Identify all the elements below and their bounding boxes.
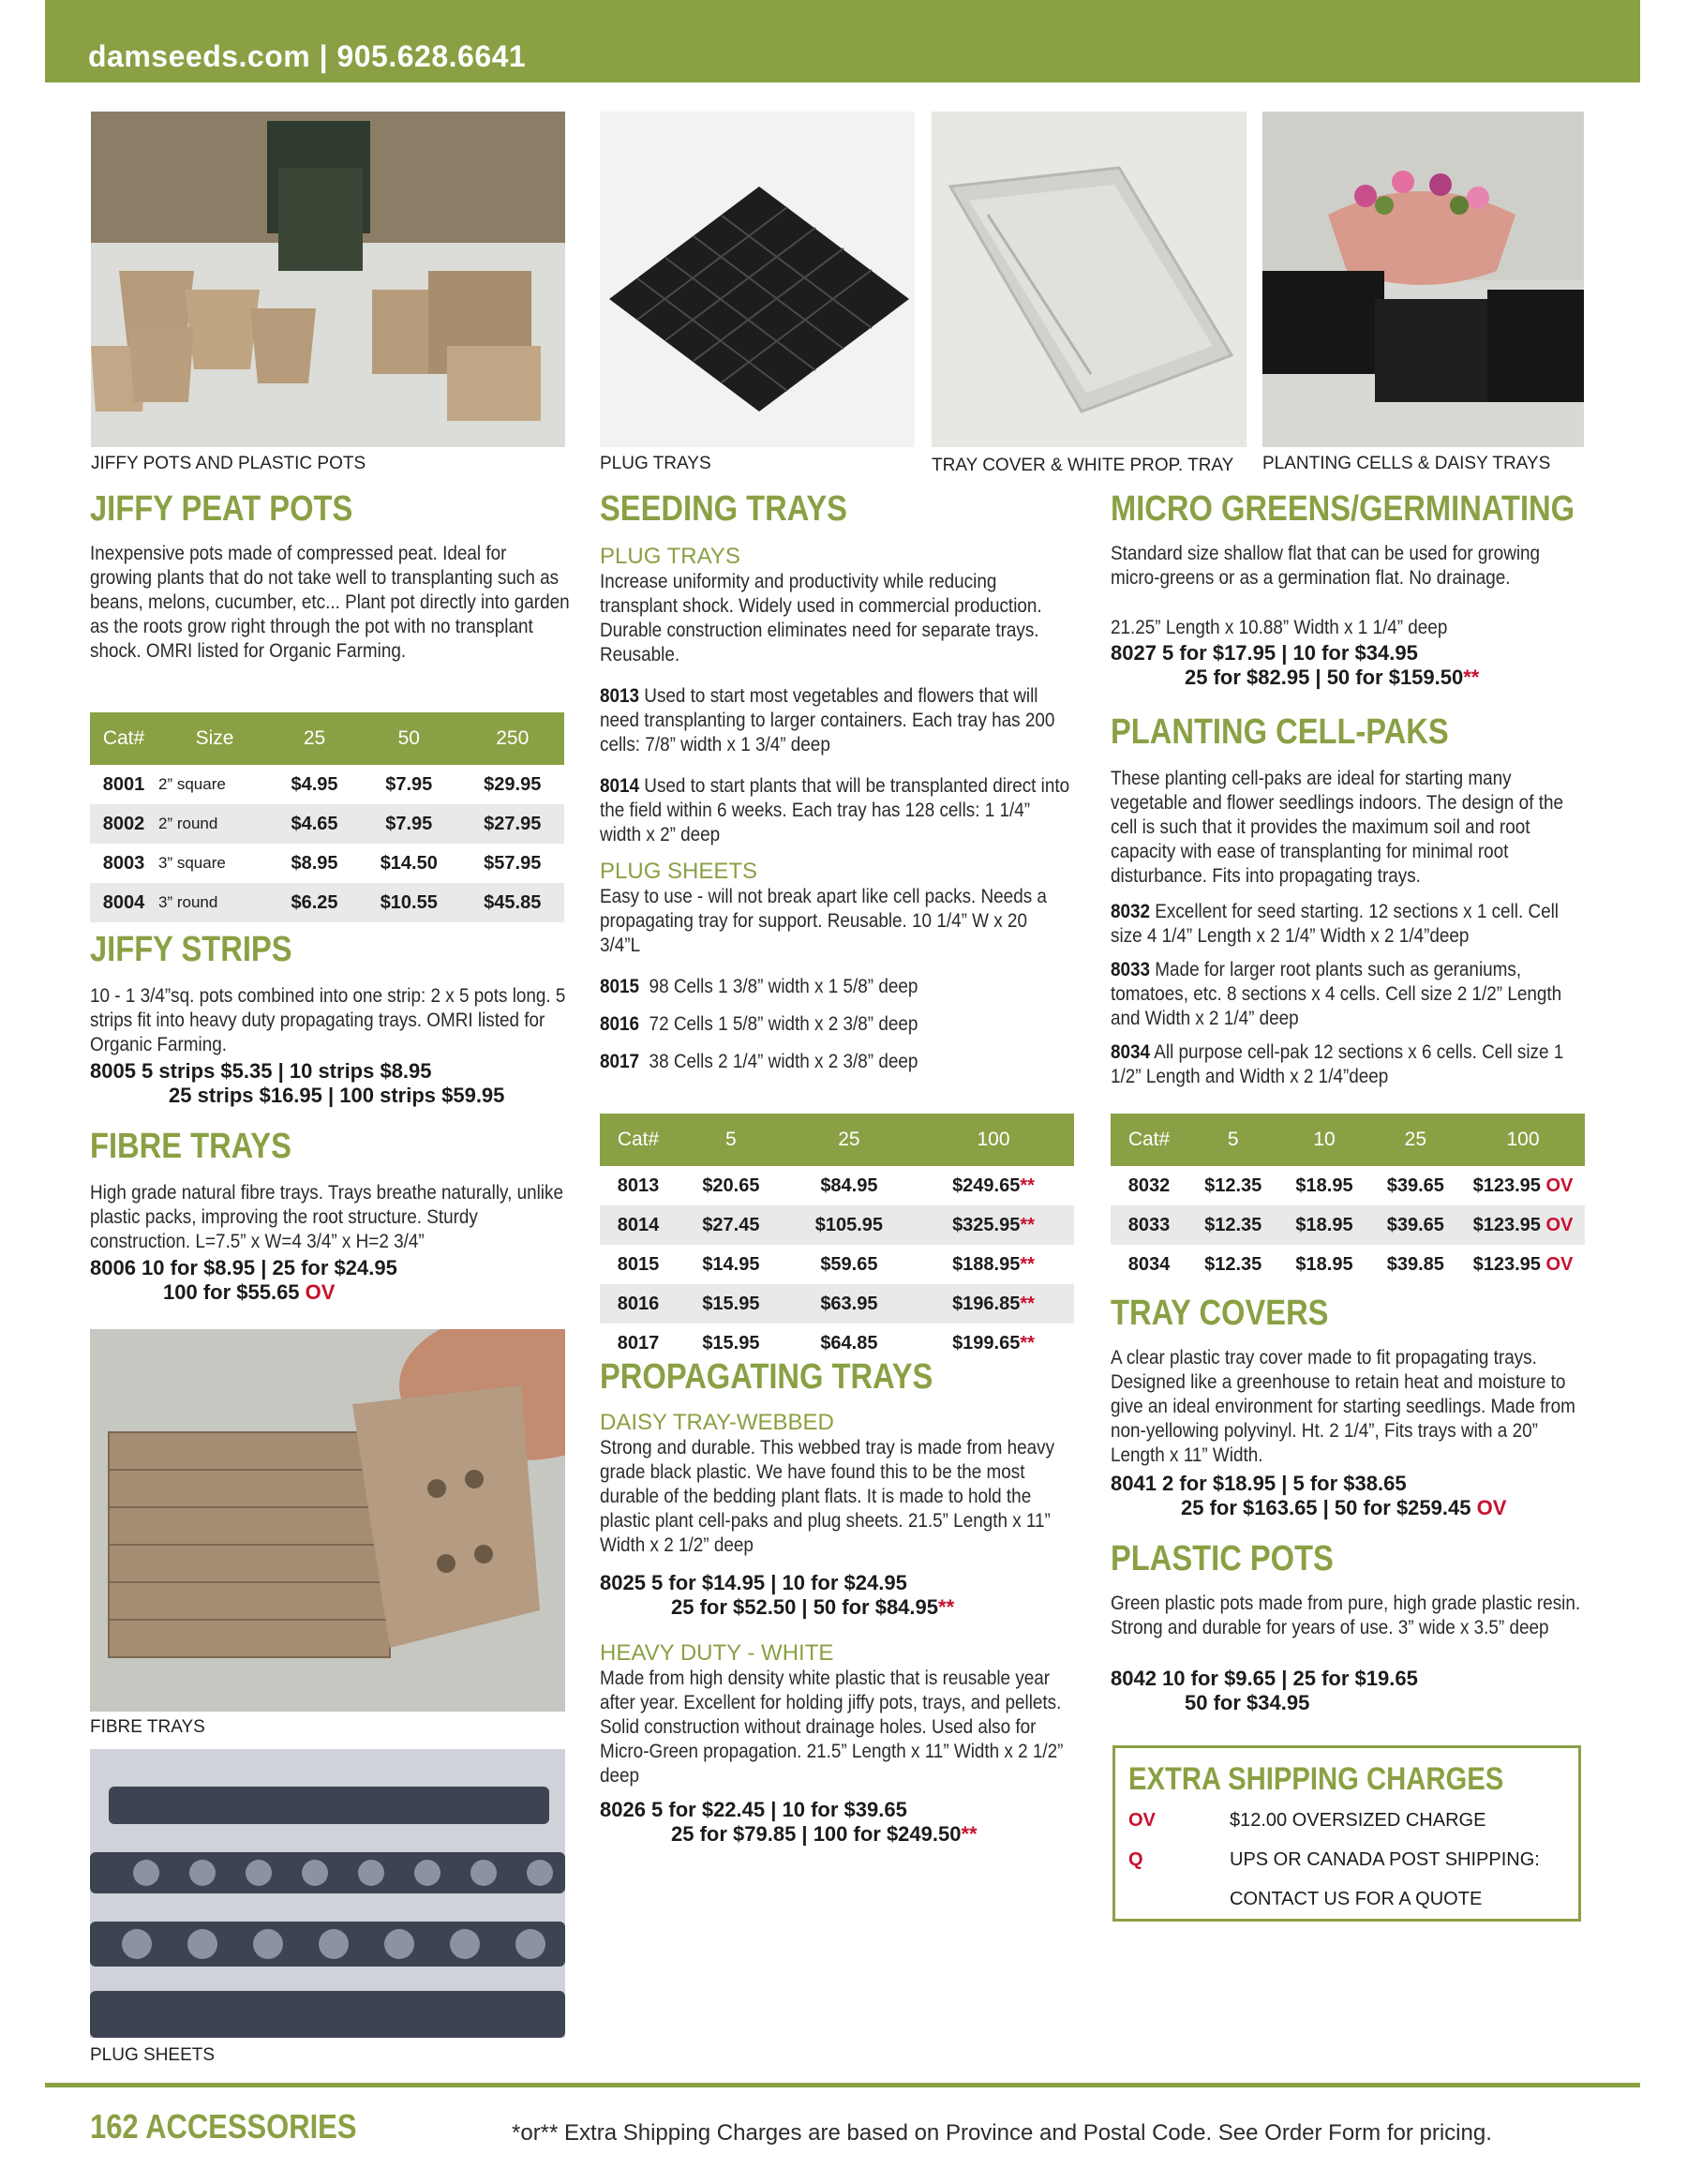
cell-value: $249.65 <box>952 1174 1021 1196</box>
photo-plug-trays <box>600 112 915 447</box>
plastic-pots-title: PLASTIC POTS <box>1111 1539 1334 1578</box>
cell: $57.95 <box>484 852 542 874</box>
cell: $7.95 <box>357 804 460 844</box>
item-text: Used to start most vegetables and flowers that will need transplanting to larger containers. Each tray has 200 cells: 7/8” width x 1 3/4” deep <box>600 685 1055 755</box>
cell: $7.95 <box>385 773 433 795</box>
shipping-mark: ** <box>1020 1214 1035 1235</box>
shipping-mark: ** <box>1020 1293 1035 1314</box>
sheet-8017 <box>600 1050 1072 1074</box>
photo-tray-cover <box>932 112 1247 447</box>
cell <box>913 1245 1074 1284</box>
shipping-desc: CONTACT US FOR A QUOTE <box>1230 1889 1483 1909</box>
cell: 8016 <box>600 1284 677 1324</box>
heavy-duty-price-2 <box>671 1822 978 1847</box>
item-text: 38 Cells 2 1/4” width x 2 3/8” deep <box>649 1051 918 1072</box>
daisy-tray-price-2-text: 25 for $52.50 | 50 for $84.95 <box>671 1595 939 1619</box>
caption-fibre-trays: FIBRE TRAYS <box>90 1717 205 1737</box>
cell: $27.95 <box>461 804 564 844</box>
cell: 8033 <box>1111 1205 1187 1245</box>
col-header: 10 <box>1278 1114 1369 1166</box>
cell-value: $196.85 <box>952 1293 1021 1314</box>
col-header: 25 <box>272 712 357 765</box>
table-row <box>600 1166 1074 1205</box>
tray-covers-title: TRAY COVERS <box>1111 1294 1329 1333</box>
photo-fibre-trays <box>90 1329 565 1712</box>
item-text: Made for larger root plants such as geraniums, tomatoes, etc. 8 sections x 4 cells. Cell size 2 1/2” Length and Width x 2 1/4” deep <box>1111 959 1562 1029</box>
header-bar <box>45 0 1640 82</box>
shipping-mark: ** <box>1463 666 1480 689</box>
cell-value: $199.65 <box>952 1332 1021 1354</box>
cell: 3” round <box>157 883 272 922</box>
fibre-trays-price-2-text: 100 for $55.65 <box>163 1280 300 1304</box>
caption-plug-sheets: PLUG SHEETS <box>90 2045 216 2065</box>
item-code: 8034 <box>1111 1041 1151 1063</box>
shipping-mark: ** <box>938 1595 955 1619</box>
oversize-badge: OV <box>305 1280 336 1304</box>
cell: $59.65 <box>820 1253 878 1275</box>
col-header: 25 <box>785 1114 913 1166</box>
plug-sheets-body: Easy to use - will not break apart like cell packs. Needs a propagating tray for support. Reusable. 10 1/4” W x 20 3/4”L <box>600 886 1047 956</box>
daisy-tray-price-1: 8025 5 for $14.95 | 10 for $24.95 <box>600 1571 907 1594</box>
col-header: 5 <box>1187 1114 1278 1166</box>
cell: 2” round <box>157 804 272 844</box>
seeding-trays-table <box>600 1114 1074 1363</box>
table-row <box>600 1245 1074 1284</box>
cell: $6.25 <box>272 883 357 922</box>
cell: $14.50 <box>380 852 438 874</box>
cell: $12.35 <box>1187 1205 1278 1245</box>
col-header: 50 <box>357 712 460 765</box>
item-text: 98 Cells 1 3/8” width x 1 5/8” deep <box>649 976 918 997</box>
fibre-trays-title: FIBRE TRAYS <box>90 1127 291 1166</box>
jiffy-peat-pots-body: Inexpensive pots made of compressed peat. Ideal for growing plants that do not take well to transplanting such as beans, melons, cucumber, etc... Plant pot directly into garden as the roots grow right through the pot with no transplant shock. OMRI listed for Organic Farming. <box>90 543 570 662</box>
cell: 8032 <box>1127 1174 1171 1196</box>
col-header: Cat# <box>600 1114 677 1166</box>
heavy-duty-price-1: 8026 5 for $22.45 | 10 for $39.65 <box>600 1798 907 1821</box>
cell: $15.95 <box>677 1284 785 1324</box>
table-row <box>90 844 564 883</box>
shipping-mark: ** <box>1020 1174 1035 1196</box>
item-8034-desc <box>1111 1040 1583 1089</box>
col-header: 25 <box>1370 1114 1461 1166</box>
cell: 8014 <box>600 1205 677 1245</box>
cell: $45.85 <box>461 883 564 922</box>
micro-greens-body: Standard size shallow flat that can be used for growing micro-greens or as a germination flat. No drainage. <box>1111 543 1541 589</box>
table-row <box>1111 1205 1585 1245</box>
footer-shipping-note: *or** Extra Shipping Charges are based on Province and Postal Code. See Order Form for pricing. <box>512 2120 1492 2146</box>
table-row <box>600 1205 1074 1245</box>
item-8014-desc <box>600 774 1072 847</box>
tray-covers-price-2-text: 25 for $163.65 | 50 for $259.45 <box>1181 1496 1471 1519</box>
item-code: 8014 <box>600 775 640 797</box>
oversize-badge: OV <box>1545 1253 1574 1275</box>
caption-jiffy-pots: JIFFY POTS AND PLASTIC POTS <box>91 454 366 473</box>
plastic-pots-body: Green plastic pots made from pure, high grade plastic resin. Strong and durable for years of use. 3” wide x 3.5” deep <box>1111 1593 1581 1638</box>
cell: 8004 <box>90 883 157 922</box>
daisy-tray-subtitle: DAISY TRAY-WEBBED <box>600 1410 834 1435</box>
micro-greens-price-2 <box>1185 666 1479 690</box>
table-row <box>90 804 564 844</box>
item-8032-desc <box>1111 900 1583 949</box>
cell: $84.95 <box>820 1174 878 1196</box>
item-code: 8032 <box>1111 901 1151 922</box>
oversize-badge: OV <box>1545 1174 1574 1196</box>
cell <box>1461 1245 1585 1284</box>
cell: $12.35 <box>1204 1253 1262 1275</box>
cell: 3” square <box>158 854 226 872</box>
jiffy-strips-title: JIFFY STRIPS <box>90 930 292 969</box>
table-row <box>1111 1166 1585 1205</box>
cell: $15.95 <box>702 1332 760 1354</box>
daisy-tray-price-2 <box>671 1595 954 1620</box>
photo-jiffy-pots <box>91 112 565 447</box>
planting-cell-paks-title: PLANTING CELL-PAKS <box>1111 712 1449 752</box>
cell-value: $123.95 <box>1472 1214 1541 1235</box>
shipping-desc: $12.00 OVERSIZED CHARGE <box>1230 1810 1486 1831</box>
plug-sheets-subtitle: PLUG SHEETS <box>600 859 758 884</box>
col-header: 250 <box>461 712 564 765</box>
cell-value: $188.95 <box>952 1253 1021 1275</box>
cell <box>913 1324 1074 1363</box>
cell-value: $123.95 <box>1472 1174 1541 1196</box>
item-code: 8013 <box>600 685 640 707</box>
sheet-8015 <box>600 975 1072 999</box>
propagating-trays-title: PROPAGATING TRAYS <box>600 1357 933 1397</box>
cell <box>913 1166 1074 1205</box>
plastic-pots-price-1: 8042 10 for $9.65 | 25 for $19.65 <box>1111 1667 1418 1690</box>
daisy-tray-body: Strong and durable. This webbed tray is made from heavy grade black plastic. We have found this to be the most durable of the bedding plant flats. It is made to hold the plastic plant cell-paks and plug sheets. 21.5” Length x 11” Width x 2 1/2” deep <box>600 1437 1055 1556</box>
cell: $18.95 <box>1295 1174 1353 1196</box>
extra-shipping-title: EXTRA SHIPPING CHARGES <box>1128 1761 1504 1797</box>
item-8033-desc <box>1111 958 1583 1031</box>
fibre-trays-body: High grade natural fibre trays. Trays breathe naturally, unlike plastic packs, improving the root structure. Sturdy construction. L=7.5” x W=4 3/4” x H=2 3/4” <box>90 1182 563 1252</box>
cell: $27.45 <box>677 1205 785 1245</box>
tray-covers-price-2 <box>1181 1496 1506 1520</box>
caption-plug-trays: PLUG TRAYS <box>600 454 711 473</box>
planting-cell-paks-table <box>1111 1114 1585 1284</box>
shipping-code: OV <box>1128 1810 1156 1831</box>
cell: 8013 <box>617 1174 660 1196</box>
shipping-code: Q <box>1128 1849 1143 1870</box>
sheet-8016 <box>600 1012 1072 1037</box>
plastic-pots-price-2: 50 for $34.95 <box>1185 1691 1310 1714</box>
heavy-duty-body: Made from high density white plastic that is reusable year after year. Excellent for holding jiffy pots, trays, and pellets. Solid construction without drainage holes. Used also for Micro-Green propagation. 21.5” Length x 11” Width x 2 1/2” deep <box>600 1668 1064 1787</box>
table-row <box>1111 1245 1585 1284</box>
cell <box>913 1284 1074 1324</box>
item-code: 8033 <box>1111 959 1151 980</box>
cell: 2” square <box>158 775 226 793</box>
cell: $64.85 <box>820 1332 878 1354</box>
shipping-mark: ** <box>1020 1332 1035 1354</box>
item-text: 72 Cells 1 5/8” width x 2 3/8” deep <box>649 1013 918 1035</box>
table-row <box>600 1284 1074 1324</box>
cell: $18.95 <box>1295 1253 1353 1275</box>
cell: 8015 <box>617 1253 660 1275</box>
tray-covers-price-1: 8041 2 for $18.95 | 5 for $38.65 <box>1111 1472 1407 1495</box>
heavy-duty-price-2-text: 25 for $79.85 | 100 for $249.50 <box>671 1822 962 1846</box>
table-row <box>90 883 564 922</box>
jiffy-strips-price-1: 8005 5 strips $5.35 | 10 strips $8.95 <box>90 1059 432 1083</box>
cell: $18.95 <box>1278 1205 1369 1245</box>
oversize-badge: OV <box>1545 1214 1574 1235</box>
col-header: Cat# <box>90 712 157 765</box>
item-text: Used to start plants that will be transplanted direct into the field within 6 weeks. Each tray has 128 cells: 1 1/4” width x 2” deep <box>600 775 1070 845</box>
micro-greens-price-1: 8027 5 for $17.95 | 10 for $34.95 <box>1111 641 1418 665</box>
plug-trays-subtitle: PLUG TRAYS <box>600 544 740 569</box>
item-code: 8015 <box>600 976 640 997</box>
caption-planting-cells: PLANTING CELLS & DAISY TRAYS <box>1262 454 1551 473</box>
col-header: Cat# <box>1111 1114 1187 1166</box>
fibre-trays-price-1: 8006 10 for $8.95 | 25 for $24.95 <box>90 1256 397 1279</box>
cell: $39.65 <box>1386 1174 1444 1196</box>
cell: 8001 <box>102 773 145 795</box>
item-text: Excellent for seed starting. 12 sections x 1 cell. Cell size 4 1/4” Length x 2 1/4” Width x 2 1/4”deep <box>1111 901 1560 947</box>
cell: $8.95 <box>291 852 338 874</box>
jiffy-peat-pots-title: JIFFY PEAT POTS <box>90 489 353 529</box>
photo-plug-sheets <box>90 1749 565 2038</box>
col-header: 100 <box>1461 1114 1585 1166</box>
tray-covers-body: A clear plastic tray cover made to fit propagating trays. Designed like a greenhouse to retain heat and moisture to give an ideal environment for starting seedlings. Made from non-yellowing polyvinyl. Ht. 2 1/4”, Fits trays with a 20” Length x 11” Width. <box>1111 1347 1575 1466</box>
col-header: 100 <box>913 1114 1074 1166</box>
shipping-desc: UPS OR CANADA POST SHIPPING: <box>1230 1849 1540 1870</box>
cell <box>913 1205 1074 1245</box>
jiffy-strips-price-2: 25 strips $16.95 | 100 strips $59.95 <box>169 1084 505 1107</box>
cell: $20.65 <box>702 1174 760 1196</box>
cell <box>1461 1166 1585 1205</box>
cell: $14.95 <box>702 1253 760 1275</box>
heavy-duty-subtitle: HEAVY DUTY - WHITE <box>600 1640 834 1666</box>
cell: $4.95 <box>291 773 338 795</box>
caption-tray-cover: TRAY COVER & WHITE PROP. TRAY <box>932 456 1234 475</box>
jiffy-peat-pots-table <box>90 712 564 922</box>
extra-shipping-box <box>1112 1745 1581 1922</box>
cell: $29.95 <box>484 773 542 795</box>
planting-cell-paks-body: These planting cell-paks are ideal for starting many vegetable and flower seedlings indoors. The design of the cell is such that it provides the maximum soil and root capacity with ease of transplanting for minimal root disturbance. Fits into propagating trays. <box>1111 768 1563 887</box>
col-header: Size <box>157 712 272 765</box>
item-code: 8017 <box>600 1051 640 1072</box>
footer-rule <box>45 2083 1640 2087</box>
cell-value: $123.95 <box>1472 1253 1541 1275</box>
micro-greens-title: MICRO GREENS/GERMINATING <box>1111 489 1575 529</box>
shipping-mark: ** <box>961 1822 978 1846</box>
table-row <box>90 765 564 804</box>
oversize-badge: OV <box>1476 1496 1507 1519</box>
jiffy-strips-body: 10 - 1 3/4”sq. pots combined into one strip: 2 x 5 pots long. 5 strips fit into heavy duty propagating trays. OMRI listed for Organic Farming. <box>90 985 566 1055</box>
cell: $4.65 <box>272 804 357 844</box>
micro-greens-price-2-text: 25 for $82.95 | 50 for $159.50 <box>1185 666 1464 689</box>
shipping-mark: ** <box>1020 1253 1035 1275</box>
cell: 8002 <box>90 804 157 844</box>
cell: $10.55 <box>357 883 460 922</box>
site-and-phone: damseeds.com | 905.628.6641 <box>88 39 527 73</box>
fibre-trays-price-2 <box>163 1280 335 1305</box>
cell: 8017 <box>617 1332 660 1354</box>
cell: $39.65 <box>1370 1205 1461 1245</box>
cell: $39.85 <box>1386 1253 1444 1275</box>
cell: $105.95 <box>785 1205 913 1245</box>
page-number-section: 162 ACCESSORIES <box>90 2107 357 2146</box>
photo-planting-cells <box>1262 112 1584 447</box>
plug-trays-body: Increase uniformity and productivity while reducing transplant shock. Widely used in commercial production. Durable construction eliminates need for separate trays. Reusable. <box>600 571 1042 666</box>
item-code: 8016 <box>600 1013 640 1035</box>
cell: $63.95 <box>785 1284 913 1324</box>
cell-value: $325.95 <box>952 1214 1021 1235</box>
item-8013-desc <box>600 684 1072 757</box>
micro-greens-dims: 21.25” Length x 10.88” Width x 1 1/4” deep <box>1111 617 1448 638</box>
cell: $12.35 <box>1204 1174 1262 1196</box>
cell: 8034 <box>1127 1253 1171 1275</box>
item-text: All purpose cell-pak 12 sections x 6 cells. Cell size 1 1/2” Length and Width x 2 1/4”deep <box>1111 1041 1564 1087</box>
col-header: 5 <box>677 1114 785 1166</box>
seeding-trays-title: SEEDING TRAYS <box>600 489 847 529</box>
cell: 8003 <box>102 852 145 874</box>
cell <box>1461 1205 1585 1245</box>
